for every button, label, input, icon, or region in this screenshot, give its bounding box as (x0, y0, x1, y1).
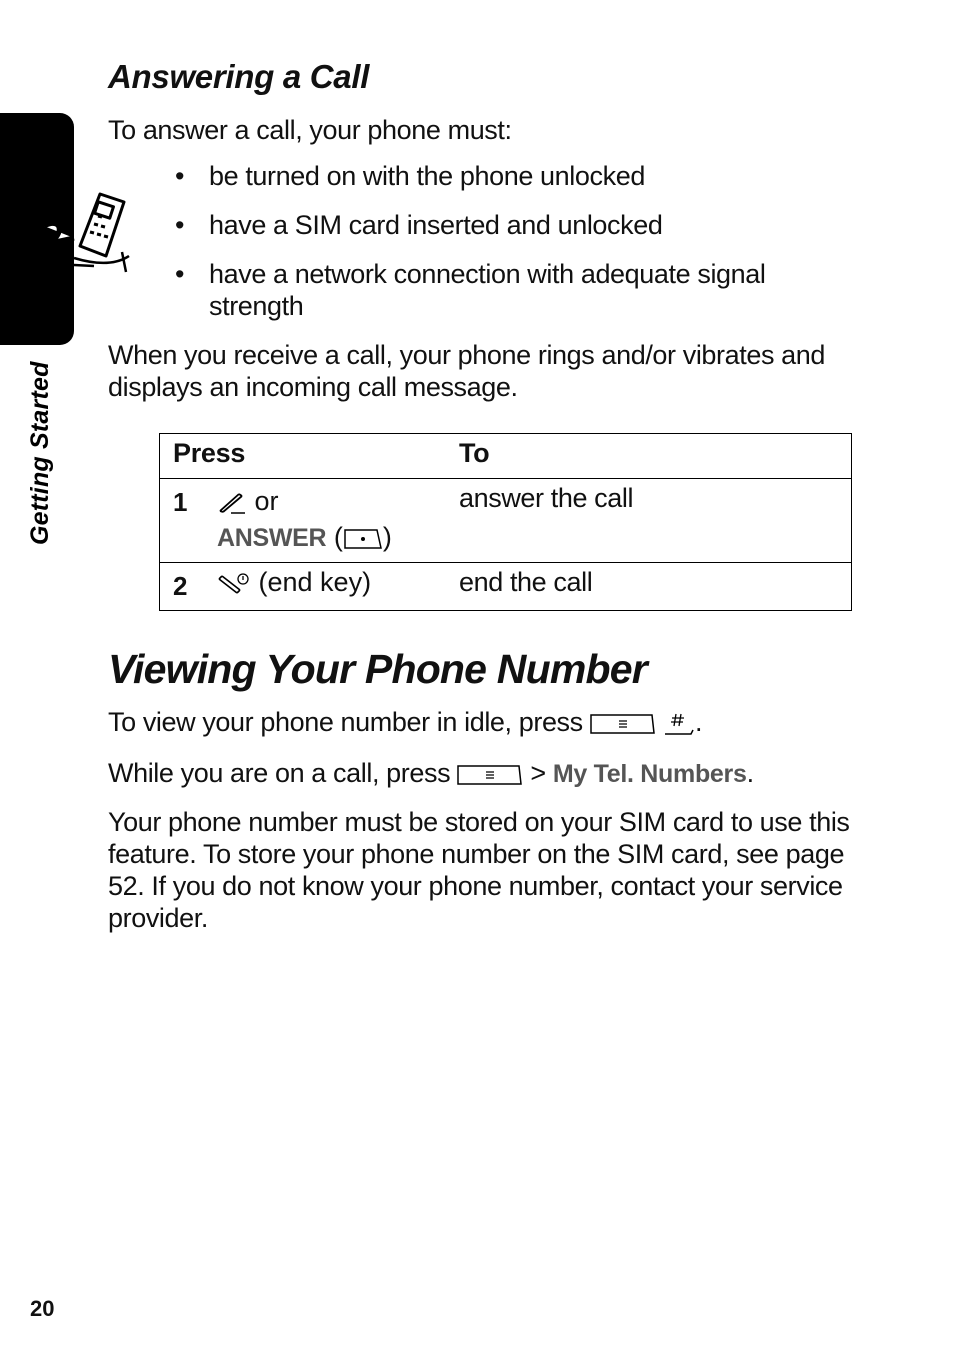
list-item: • be turned on with the phone unlocked (175, 161, 645, 191)
list-item: • have a network connection with adequate signal strength (175, 259, 766, 321)
idle-instruction: To view your phone number in idle, press . (108, 707, 703, 737)
section-label: Getting Started (26, 361, 54, 545)
end-key-icon (217, 571, 251, 597)
requirements-list (175, 160, 809, 339)
list-item: • have a SIM card inserted and unlocked (175, 210, 663, 240)
page-number: 20 (30, 1296, 55, 1321)
answering-intro: To answer a call, your phone must: (108, 115, 512, 145)
receive-paragraph: When you receive a call, your phone rings and/or vibrates and displays an incoming call message. (108, 340, 826, 402)
step-number: 1 (160, 479, 218, 563)
key-table: Press To 1 or ANSWER ( ) answer the call 2 (end key) end the call (159, 433, 852, 611)
menu-key-icon (590, 713, 656, 735)
menu-item-my-tel-numbers: My Tel. Numbers (552, 760, 747, 788)
action-text: answer the call (459, 479, 852, 563)
viewing-heading: Viewing Your Phone Number (108, 646, 647, 692)
col-header-press: Press (160, 434, 460, 479)
answer-softkey-label: ANSWER (217, 524, 327, 552)
step-number: 2 (173, 571, 188, 601)
store-paragraph: Your phone number must be stored on your SIM card to use this feature. To store your phone number on the SIM card, see page 52. If you do not know your phone number, contact your service provider. (108, 807, 850, 933)
end-key-label: (end key) (258, 567, 372, 597)
answering-heading: Answering a Call (108, 58, 370, 95)
or-text: or (254, 486, 279, 516)
col-header-to: To (459, 434, 852, 479)
call-instruction: While you are on a call, press > My Tel. Numbers. (108, 758, 754, 788)
send-key-icon (217, 491, 247, 515)
menu-key-icon (457, 764, 523, 786)
pound-key-icon (663, 710, 695, 738)
phone-illustration-icon (34, 186, 134, 278)
softkey-icon (343, 528, 383, 550)
action-text: end the call (459, 567, 593, 597)
